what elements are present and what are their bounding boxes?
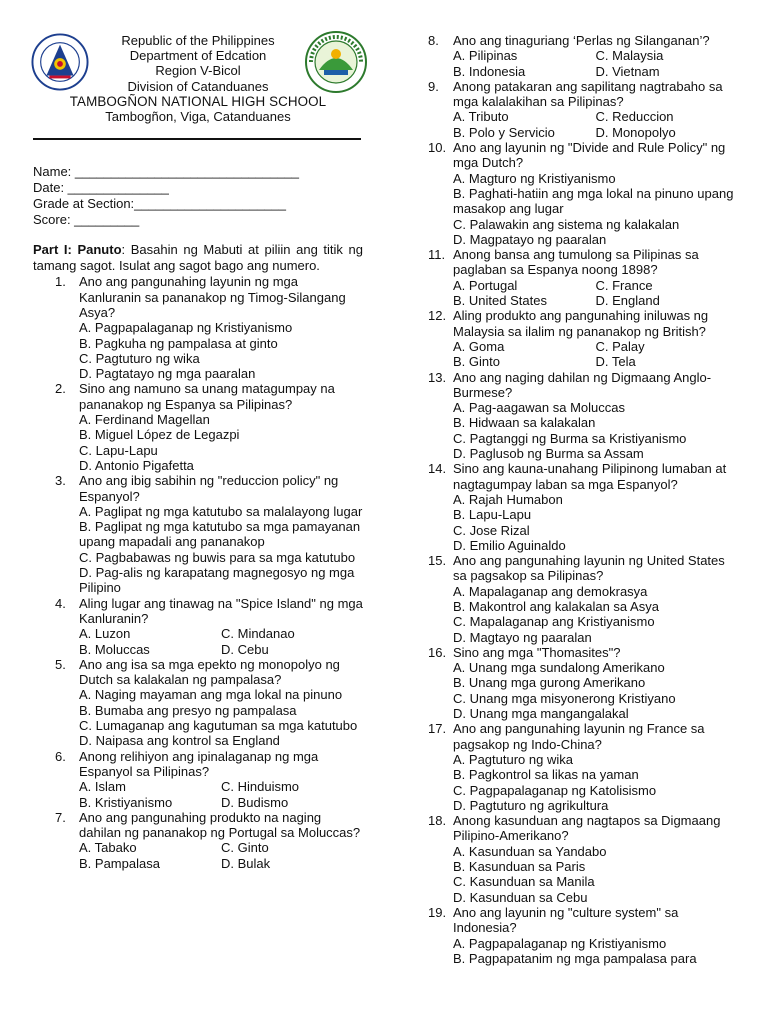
answer-option: D. Kasunduan sa Cebu xyxy=(453,889,588,905)
answer-options xyxy=(79,320,363,381)
answer-option: D. Cebu xyxy=(221,641,269,657)
answer-option: C. Ginto xyxy=(221,840,269,856)
answer-option: C. Pagtuturo ng wika xyxy=(79,350,200,366)
country-line: Republic of the Philippines xyxy=(121,33,275,48)
question-text: Ano ang layunin ng "culture system" sa Indonesia? xyxy=(453,904,679,936)
answer-option: A. Pagpapalaganap ng Kristiyanismo xyxy=(79,320,293,336)
answer-option: B. Makontrol ang kalakalan sa Asya xyxy=(453,598,659,614)
question-text: Ano ang pangunahing layunin ng United States sa pagsakop sa Pilipinas? xyxy=(453,553,725,584)
header-divider xyxy=(33,138,361,140)
question-number: 19. xyxy=(428,904,447,920)
question-number: 13. xyxy=(428,369,447,385)
answer-option: A. Tributo xyxy=(453,109,509,125)
answer-option: A. Kasunduan sa Yandabo xyxy=(453,843,607,859)
question-item xyxy=(33,381,363,473)
question-number: 15. xyxy=(428,553,447,569)
question-number: 5. xyxy=(55,656,66,672)
directions xyxy=(33,242,363,274)
question-text: Ano ang isa sa mga epekto ng monopolyo ng Dutch sa kalakalan ng pampalasa? xyxy=(79,656,340,688)
question-number: 6. xyxy=(55,748,66,764)
directions-label: Part I: Panuto xyxy=(33,242,122,257)
answer-option: D. Bulak xyxy=(221,855,271,871)
question-text: Ano ang pangunahing produkto na naging dahilan ng pananakop ng Portugal sa Moluccas? xyxy=(79,809,361,841)
question-text: Sino ang kauna-unahang Pilipinong lumaban at nagtagumpay laban sa mga Espanyol? xyxy=(453,461,727,492)
answer-option: A. Rajah Humabon xyxy=(453,491,563,507)
name-field[interactable]: Name: _______________________________ xyxy=(33,164,300,179)
answer-option: D. Unang mga mangangalakal xyxy=(453,706,629,722)
answer-option: C. Malaysia xyxy=(595,48,664,64)
answer-option: C. Lapu-Lapu xyxy=(79,442,158,458)
answer-option: A. Islam xyxy=(79,779,126,795)
question-item xyxy=(428,461,738,553)
question-text: Sino ang mga "Thomasites"? xyxy=(453,644,621,660)
student-info xyxy=(33,164,363,228)
answer-option: A. Ferdinand Magellan xyxy=(79,412,210,428)
answer-option: D. Tela xyxy=(595,354,636,370)
answer-option: A. Luzon xyxy=(79,626,131,642)
directions-text: : Basahin ng Mabuti at piliin ang titik ng tamang sagot. Isulat ang sagot bago ang numero. xyxy=(33,242,363,274)
question-number: 17. xyxy=(428,721,447,737)
question-text: Ano ang naging dahilan ng Digmaang Anglo-Burmese? xyxy=(453,369,712,400)
answer-option: B. Lapu-Lapu xyxy=(453,507,532,523)
grade-section-field[interactable]: Grade at Section:_____________________ xyxy=(33,196,286,211)
answer-option: C. Unang mga misyonerong Kristiyano xyxy=(453,690,676,706)
answer-option: C. Jose Rizal xyxy=(453,522,530,538)
answer-option: D. Pag-alis ng karapatang magnegosyo ng mga Pilipino xyxy=(79,565,355,596)
question-number: 4. xyxy=(55,595,66,611)
answer-option: A. Pag-aagawan sa Moluccas xyxy=(453,400,625,416)
question-number: 8. xyxy=(428,33,439,48)
answer-option: D. Magtayo ng paaralan xyxy=(453,629,592,645)
question-item xyxy=(428,645,738,721)
question-item xyxy=(428,140,738,247)
question-item xyxy=(33,473,363,595)
answer-option: C. Mapalaganap ang Kristiyanismo xyxy=(453,614,655,630)
answer-option: A. Pagtuturo ng wika xyxy=(453,751,573,767)
answer-option: D. Vietnam xyxy=(595,63,660,79)
answer-option: B. Moluccas xyxy=(79,641,150,657)
department-line: Department of Edcation xyxy=(129,48,267,64)
answer-option: C. Reduccion xyxy=(595,109,674,125)
answer-options xyxy=(453,278,738,309)
question-item xyxy=(33,657,363,749)
question-number: 9. xyxy=(428,78,439,94)
answer-option: B. Paglipat ng mga katutubo sa mga pamayanan upang mapadali ang pananakop xyxy=(79,519,361,550)
question-text: Ano ang tinaguriang ‘Perlas ng Silanganan’? xyxy=(453,33,710,48)
answer-option: B. Pampalasa xyxy=(79,855,160,871)
answer-option: C. Kasunduan sa Manila xyxy=(453,874,595,890)
question-text: Anong kasunduan ang nagtapos sa Digmaang Pilipino-Amerikano? xyxy=(453,813,721,844)
answer-options xyxy=(453,400,738,461)
question-number: 7. xyxy=(55,809,66,825)
question-number: 2. xyxy=(55,381,66,397)
answer-option: D. Naipasa ang kontrol sa England xyxy=(79,733,280,749)
answer-option: B. Indonesia xyxy=(453,63,526,79)
answer-options xyxy=(453,339,738,370)
question-text: Aling produkto ang pangunahing iniluwas ng Malaysia sa ilalim ng pananakop ng British? xyxy=(453,308,709,339)
answer-option: D. Antonio Pigafetta xyxy=(79,457,194,473)
answer-option: A. Naging mayaman ang mga lokal na pinuno xyxy=(79,687,343,703)
question-item xyxy=(428,79,738,140)
answer-option: B. Bumaba ang presyo ng pampalasa xyxy=(79,702,297,718)
answer-options xyxy=(453,752,738,813)
answer-option: D. Budismo xyxy=(221,794,289,810)
answer-option: B. Unang mga gurong Amerikano xyxy=(453,675,646,691)
answer-option: C. Pagbabawas ng buwis para sa mga katutubo xyxy=(79,549,356,565)
answer-option: D. Monopolyo xyxy=(595,124,676,140)
answer-option: C. France xyxy=(595,277,653,293)
question-text: Anong patakaran ang sapilitang nagtrabaho sa mga kalalakihan sa Pilipinas? xyxy=(453,78,723,110)
answer-option: B. Miguel López de Legazpi xyxy=(79,427,240,443)
answer-option: A. Unang mga sundalong Amerikano xyxy=(453,660,665,676)
question-item xyxy=(428,370,738,462)
answer-option: A. Goma xyxy=(453,338,505,354)
question-list-left xyxy=(33,274,363,871)
answer-option: C. Palay xyxy=(595,338,645,354)
answer-option: A. Tabako xyxy=(79,840,137,856)
answer-option: D. Pagtatayo ng mga paaralan xyxy=(79,366,256,382)
region-line: Region V-Bicol xyxy=(155,63,241,79)
question-item xyxy=(33,810,363,871)
answer-option: B. Pagkontrol sa likas na yaman xyxy=(453,767,639,783)
question-number: 12. xyxy=(428,308,447,324)
answer-option: D. Magpatayo ng paaralan xyxy=(453,231,607,247)
question-number: 14. xyxy=(428,461,447,477)
question-item xyxy=(428,721,738,813)
question-number: 10. xyxy=(428,140,447,156)
document-header xyxy=(33,33,363,129)
answer-option: A. Magturo ng Kristiyanismo xyxy=(453,170,616,186)
question-number: 18. xyxy=(428,813,447,829)
question-text: Anong relihiyon ang ipinalaganap ng mga Espanyol sa Pilipinas? xyxy=(79,748,319,779)
answer-option: D. Pagtuturo ng agrikultura xyxy=(453,797,609,813)
question-text: Ano ang ibig sabihin ng "reduccion policy" ng Espanyol? xyxy=(79,473,339,504)
answer-options xyxy=(453,48,738,79)
answer-option: D. Emilio Aguinaldo xyxy=(453,537,566,553)
answer-option: B. Kasunduan sa Paris xyxy=(453,859,586,875)
answer-options xyxy=(453,844,738,905)
question-number: 3. xyxy=(55,473,66,489)
question-item xyxy=(428,813,738,905)
answer-options xyxy=(79,504,363,596)
question-text: Sino ang namuno sa unang matagumpay na pananakop ng Espanya sa Pilipinas? xyxy=(79,381,335,412)
answer-option: A. Portugal xyxy=(453,277,518,293)
question-number: 1. xyxy=(55,274,66,290)
question-item xyxy=(428,553,738,645)
question-number: 16. xyxy=(428,644,447,660)
question-text: Ano ang layunin ng "Divide and Rule Policy" ng mga Dutch? xyxy=(453,140,726,171)
question-item xyxy=(428,247,738,308)
answer-options xyxy=(79,687,363,748)
school-name: TAMBOGÑON NATIONAL HIGH SCHOOL xyxy=(69,93,327,109)
deped-seal-icon xyxy=(31,33,89,91)
question-item xyxy=(33,596,363,657)
school-address: Tambogñon, Viga, Catanduanes xyxy=(105,109,291,125)
answer-option: C. Hinduismo xyxy=(221,779,300,795)
answer-options xyxy=(79,779,363,810)
question-text: Aling lugar ang tinawag na "Spice Island" ng mga Kanluranin? xyxy=(79,595,363,626)
answer-options xyxy=(79,626,363,657)
answer-options xyxy=(453,492,738,553)
answer-options xyxy=(79,412,363,473)
answer-options xyxy=(453,171,738,247)
answer-option: B. Ginto xyxy=(453,354,500,370)
answer-option: A. Pagpapalaganap ng Kristiyanismo xyxy=(453,935,667,951)
answer-option: B. Polo y Servicio xyxy=(453,124,555,140)
answer-option: A. Paglipat ng mga katutubo sa malalayong lugar xyxy=(79,503,363,519)
left-column xyxy=(33,33,363,871)
answer-option: C. Mindanao xyxy=(221,626,295,642)
answer-options xyxy=(453,584,738,645)
answer-option: B. Kristiyanismo xyxy=(79,794,173,810)
question-item xyxy=(428,33,738,79)
answer-option: B. United States xyxy=(453,293,547,309)
answer-option: C. Lumaganap ang kagutuman sa mga katutubo xyxy=(79,718,358,734)
answer-options xyxy=(453,660,738,721)
question-item xyxy=(33,749,363,810)
answer-option: B. Pagpapatanim ng mga pampalasa para xyxy=(453,950,697,966)
answer-option: A. Pilipinas xyxy=(453,48,518,64)
answer-option: D. Paglusob ng Burma sa Assam xyxy=(453,446,644,462)
question-item xyxy=(428,308,738,369)
question-text: Ano ang pangunahing layunin ng France sa pagsakop ng Indo-China? xyxy=(453,721,705,752)
answer-options xyxy=(79,840,363,871)
answer-option: C. Pagtanggi ng Burma sa Kristiyanismo xyxy=(453,430,687,446)
answer-option: D. England xyxy=(595,293,660,309)
right-column xyxy=(428,33,738,966)
answer-option: C. Pagpapalaganap ng Katolisismo xyxy=(453,782,657,798)
answer-option: A. Mapalaganap ang demokrasya xyxy=(453,583,648,599)
answer-options xyxy=(453,936,738,967)
answer-option: B. Pagkuha ng pampalasa at ginto xyxy=(79,335,278,351)
division-line: Division of Catanduanes xyxy=(127,78,269,94)
answer-option: C. Palawakin ang sistema ng kalakalan xyxy=(453,216,680,232)
question-text: Ano ang pangunahing layunin ng mga Kanluranin sa pananakop ng Timog-Silangang Asya? xyxy=(79,274,346,320)
school-logo-icon xyxy=(305,30,367,94)
answer-option: B. Hidwaan sa kalakalan xyxy=(453,415,596,431)
question-item xyxy=(33,274,363,381)
answer-options xyxy=(453,109,738,140)
question-item xyxy=(428,905,738,966)
question-list-right xyxy=(428,33,738,966)
question-number: 11. xyxy=(428,247,446,263)
score-field[interactable]: Score: _________ xyxy=(33,212,140,227)
question-text: Anong bansa ang tumulong sa Pilipinas sa paglaban sa Espanya noong 1898? xyxy=(453,247,699,278)
answer-option: B. Paghati-hatiin ang mga lokal na pinuno upang masakop ang lugar xyxy=(453,185,734,217)
date-field[interactable]: Date: ______________ xyxy=(33,180,169,195)
